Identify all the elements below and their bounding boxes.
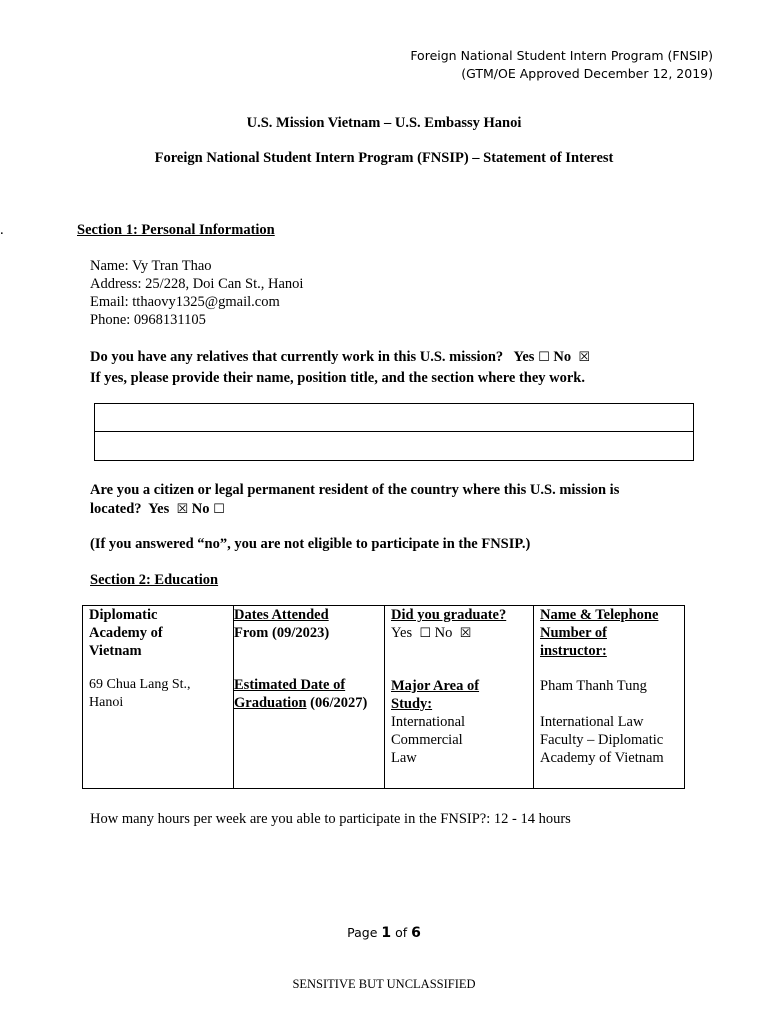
graduate-yes-label: Yes [391, 625, 413, 641]
page-number: Page 1 of 6 [347, 925, 421, 941]
citizen-question-located: located? [90, 501, 142, 517]
school-name: Diplomatic Academy of Vietnam [89, 607, 163, 659]
major-label: Major Area of Study: [391, 678, 480, 712]
education-table [82, 605, 685, 789]
dates-attended-label: Dates Attended [234, 607, 329, 623]
relatives-no-label: No [553, 349, 572, 365]
relatives-question-text: Do you have any relatives that currently work in this U.S. mission? [90, 349, 504, 365]
section1-heading: Section 1: Personal Information [77, 222, 275, 238]
estimated-graduation: Estimated Date of Graduation (06/2027) [234, 677, 368, 711]
graduate-label: Did you graduate? [391, 607, 507, 623]
citizen-yes-label: Yes [148, 501, 170, 517]
graduate-answer [391, 624, 527, 643]
classification-footer: SENSITIVE BUT UNCLASSIFIED [292, 977, 476, 991]
instructor-org: International Law Faculty – Diplomatic Academy of Vietnam [540, 714, 664, 766]
header-program-name: Foreign National Student Intern Program (FNSIP) [410, 48, 713, 63]
eligibility-note: (If you answered “no”, you are not eligible to participate in the FNSIP.) [90, 536, 531, 552]
page-total: 6 [411, 925, 421, 941]
graduation-cell[interactable] [385, 606, 534, 789]
form-title: Foreign National Student Intern Program (FNSIP) – Statement of Interest [154, 150, 614, 166]
personal-address: Address: 25/228, Doi Can St., Hanoi [90, 276, 304, 292]
relatives-no-checkbox[interactable]: ☒ [578, 350, 590, 365]
graduate-no-label: No [434, 625, 453, 641]
school-cell[interactable] [83, 606, 234, 789]
mission-title: U.S. Mission Vietnam – U.S. Embassy Hanoi [246, 115, 522, 131]
hours-per-week: How many hours per week are you able to participate in the FNSIP?: 12 - 14 hours [90, 811, 571, 827]
relatives-followup: If yes, please provide their name, position title, and the section where they work. [90, 370, 585, 386]
relatives-answer-row-2[interactable] [94, 431, 694, 461]
citizen-question-line2 [90, 500, 225, 519]
personal-phone: Phone: 0968131105 [90, 312, 206, 328]
instructor-label: Name & Telephone Number of instructor: [540, 607, 659, 659]
school-address: 69 Chua Lang St., Hanoi [89, 677, 191, 710]
graduate-yes-checkbox[interactable]: ☐ [419, 626, 432, 641]
citizen-no-label: No [191, 501, 210, 517]
personal-email: Email: tthaovy1325@gmail.com [90, 294, 280, 310]
citizen-question-line1: Are you a citizen or legal permanent resident of the country where this U.S. mission is [90, 482, 620, 498]
section2-heading: Section 2: Education [90, 572, 219, 588]
personal-name: Name: Vy Tran Thao [90, 258, 212, 274]
header-approval-date: (GTM/OE Approved December 12, 2019) [461, 66, 713, 81]
instructor-name: Pham Thanh Tung [540, 678, 647, 694]
relatives-yes-label: Yes [513, 349, 535, 365]
major-value: International Commercial Law [391, 714, 466, 766]
citizen-yes-checkbox[interactable]: ☒ [176, 502, 189, 517]
graduate-no-checkbox[interactable]: ☒ [459, 626, 472, 641]
page-current: 1 [381, 925, 392, 941]
document-header [410, 47, 713, 83]
citizen-no-checkbox[interactable]: ☐ [213, 502, 225, 517]
relatives-question [90, 348, 590, 367]
dates-from: From (09/2023) [234, 625, 330, 641]
dates-cell[interactable] [234, 606, 385, 789]
margin-mark: . [0, 222, 4, 238]
relatives-answer-row-1[interactable] [94, 403, 694, 432]
instructor-cell[interactable] [534, 606, 685, 789]
relatives-yes-checkbox[interactable]: ☐ [538, 350, 550, 365]
